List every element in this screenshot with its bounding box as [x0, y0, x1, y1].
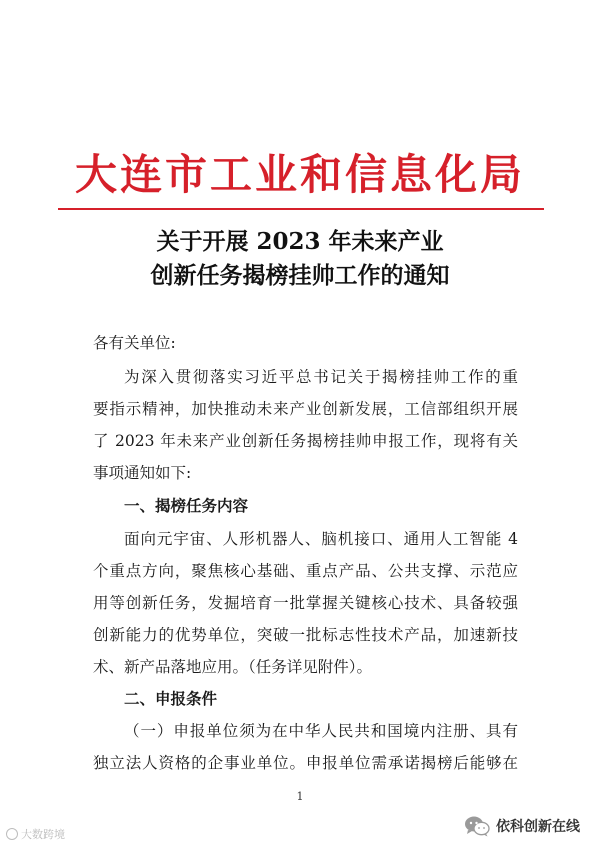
section-2-heading: 二、申报条件 — [124, 690, 218, 708]
intro-line: 要指示精神，加快推动未来产业创新发展，工信部组织开展 — [93, 400, 518, 418]
intro-line: 了 2023 年未来产业创新任务揭榜挂帅申报工作，现将有关 — [93, 432, 518, 450]
letterhead-red-rule — [58, 208, 544, 210]
watermark-left — [6, 826, 65, 842]
letterhead-title: 大连市工业和信息化局 — [74, 150, 525, 199]
section-1-line: 用等创新任务，发掘培育一批掌握关键核心技术、具备较强 — [93, 594, 518, 612]
section-2-line: （一）申报单位须为在中华人民共和国境内注册、具有 — [124, 722, 518, 740]
page-number: 1 — [296, 790, 304, 803]
section-1-line: 创新能力的优势单位，突破一批标志性技术产品，加速新技 — [93, 626, 518, 644]
section-1-line: 个重点方向，聚焦核心基础、重点产品、公共支撑、示范应 — [93, 562, 518, 580]
section-2-line: 独立法人资格的企事业单位。申报单位需承诺揭榜后能够在 — [93, 754, 518, 772]
section-1-heading: 一、揭榜任务内容 — [124, 497, 249, 515]
document-title-line-1: 关于开展 2023 年未来产业 — [156, 228, 444, 255]
watermark-left-text: 大数跨境 — [21, 828, 65, 841]
section-1-line: 面向元宇宙、人形机器人、脑机接口、通用人工智能 4 — [124, 530, 518, 548]
salutation: 各有关单位: — [93, 334, 176, 352]
intro-line: 事项通知如下: — [93, 464, 192, 482]
document-title-line-2: 创新任务揭榜挂帅工作的通知 — [150, 262, 450, 289]
intro-line: 为深入贯彻落实习近平总书记关于揭榜挂帅工作的重 — [124, 368, 518, 386]
watermark-circle-icon — [6, 828, 18, 840]
watermark-right-text: 依科创新在线 — [496, 819, 580, 835]
watermark-right — [464, 815, 580, 837]
wechat-icon — [464, 815, 490, 837]
section-1-line: 术、新产品落地应用。（任务详见附件）。 — [93, 658, 373, 676]
